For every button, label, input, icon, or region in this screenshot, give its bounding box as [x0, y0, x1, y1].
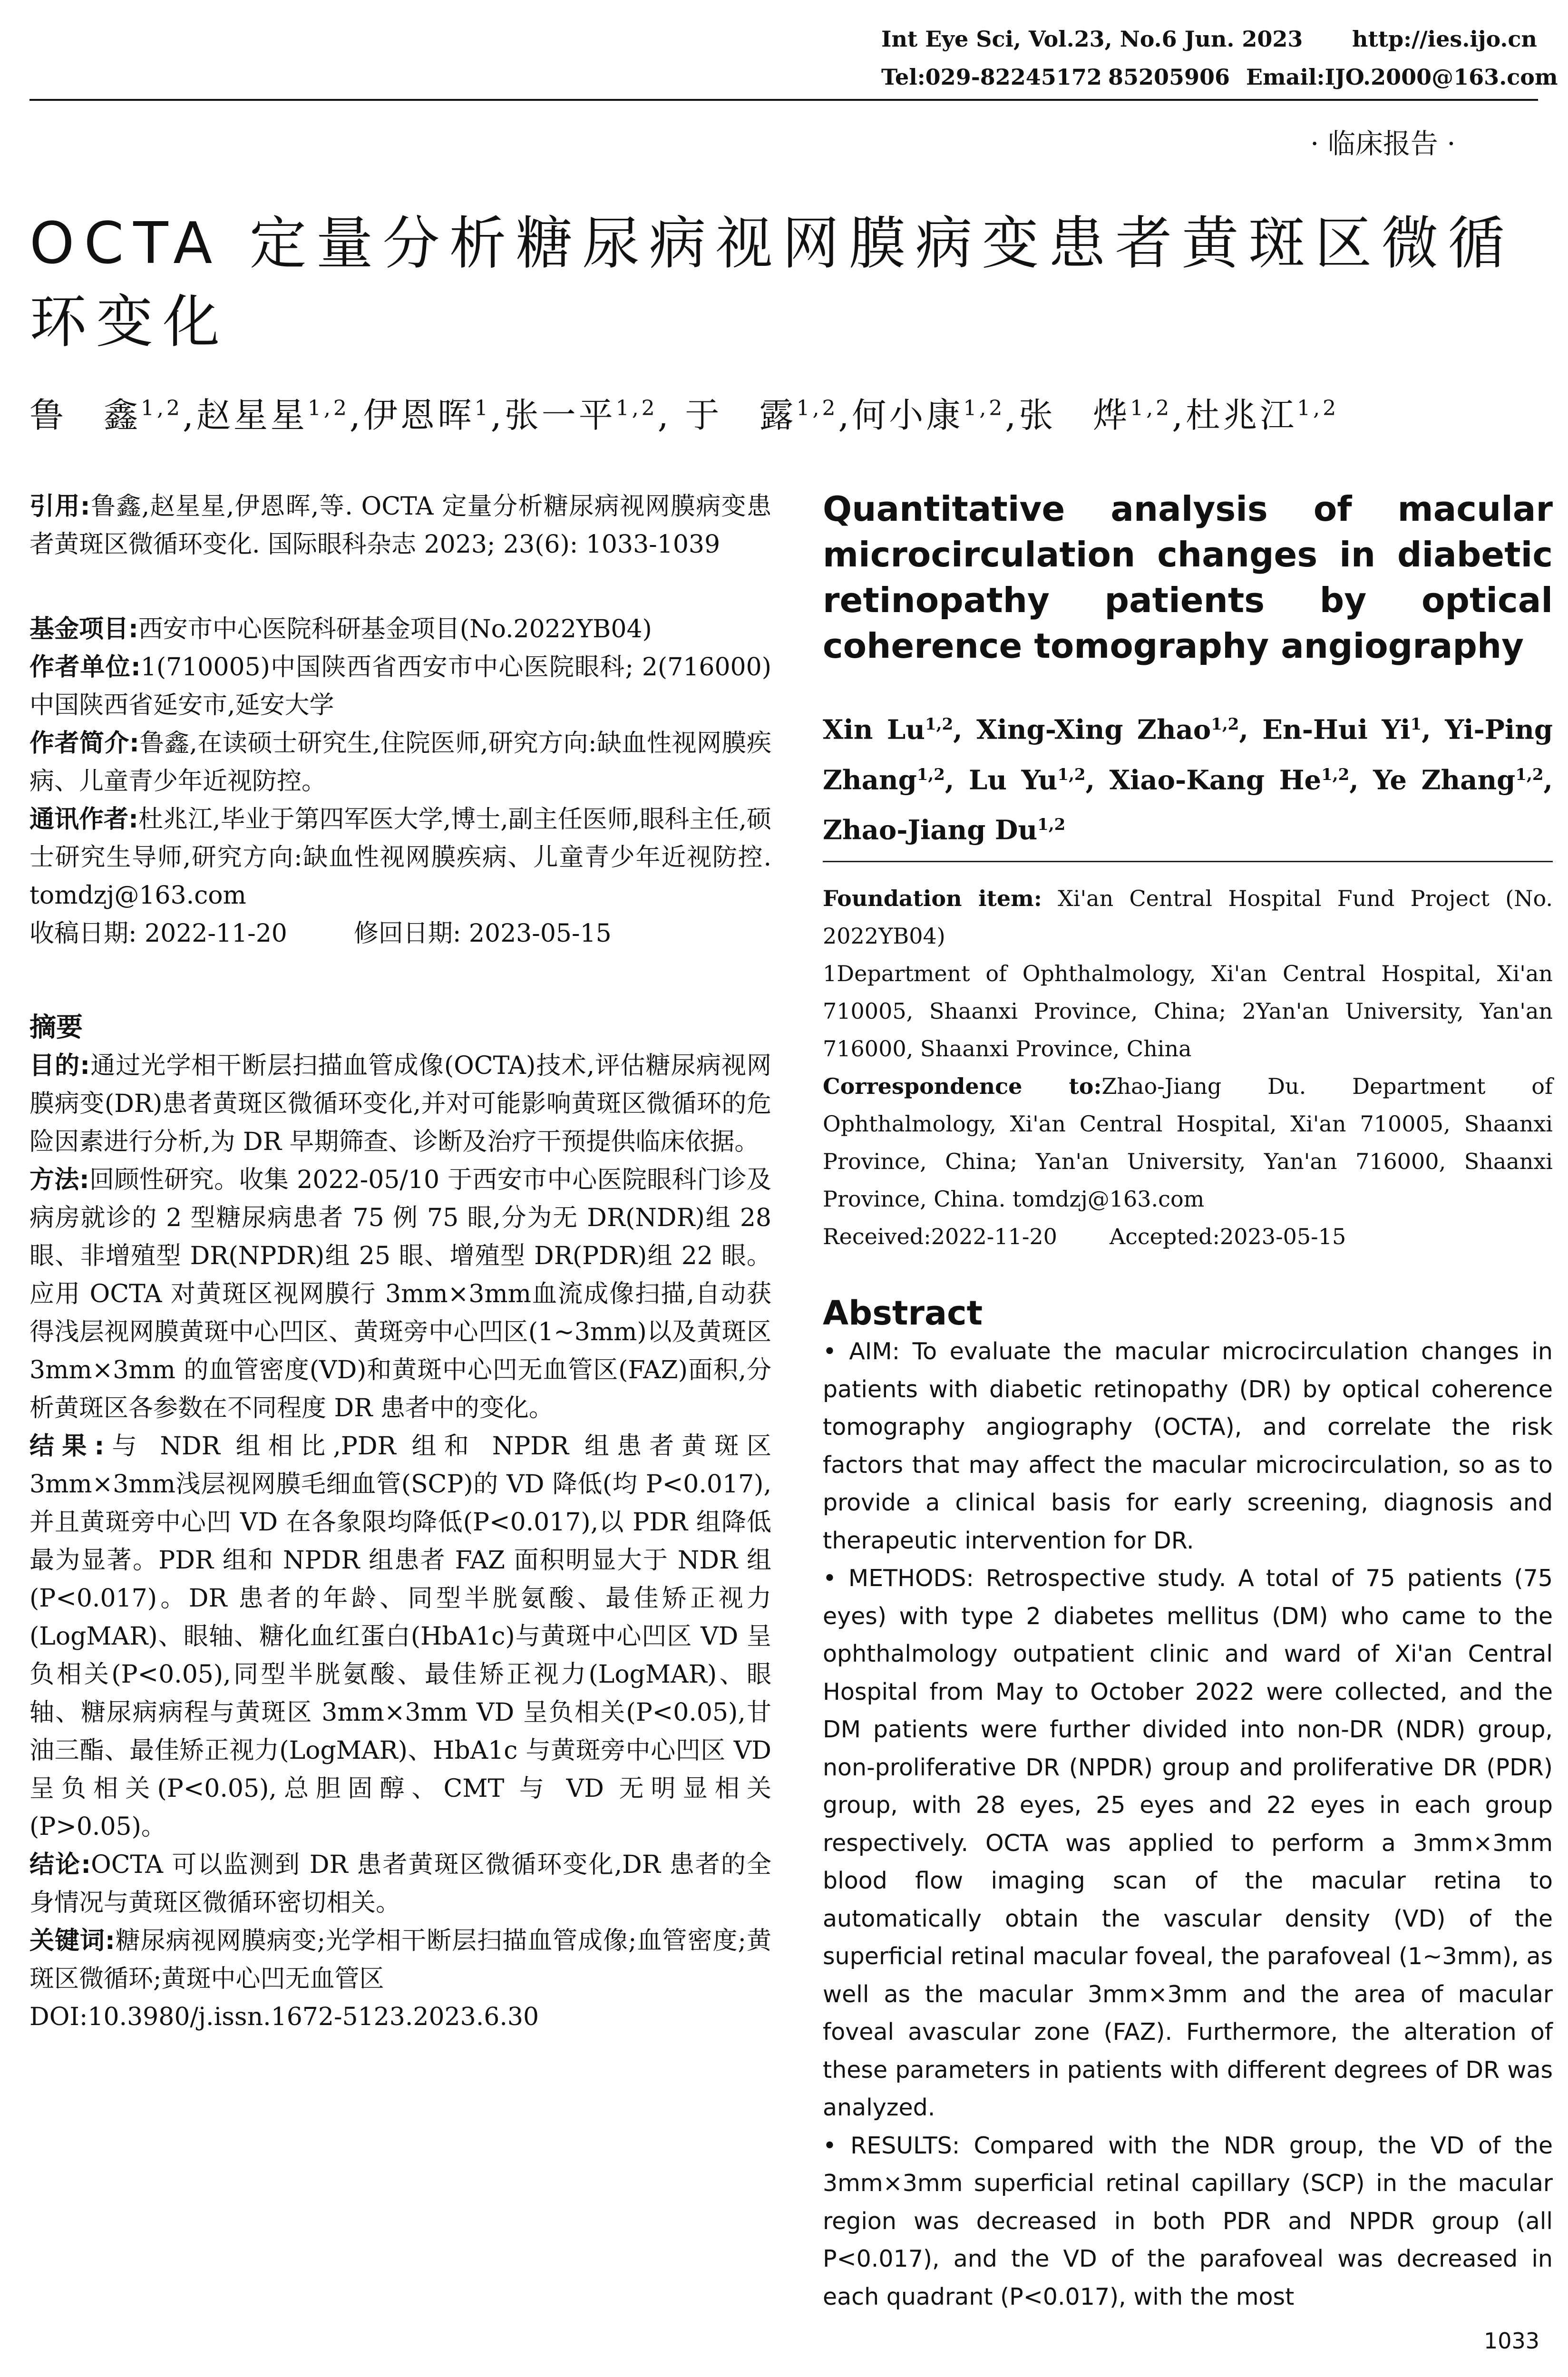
abstract-heading-en: Abstract — [823, 1294, 983, 1333]
revised-date: 修回日期: 2023-05-15 — [353, 919, 612, 948]
authors-en: Xin Lu$^{1,2}$, Xing-Xing Zhao$^{1,2}$, En-Hui Yi$^1$, Yi-Ping Zhang$^{1,2}$, Lu Yu$^{1,2}$, Xiao-Kang He$^{1,2}$, Ye Zhang$^{1,2}$, Zhao-Jiang Du$^{1,2}$ — [823, 714, 1553, 846]
english-title: Quantitative analysis of macular microcirculation changes in diabetic retinopathy patients by optical coherence tomography angiography — [823, 489, 1553, 666]
journal-tel: Tel:029-82245172 — [881, 64, 1102, 90]
results-cn: 结果:与 NDR 组相比,PDR 组和 NPDR 组患者黄斑区 3mm×3mm浅层视网膜毛细血管(SCP)的 VD 降低(均 P<0.017),并且黄斑旁中心凹 VD 在各象限均降低(P<0.017),以 PDR 组降低最为显著。PDR 组和 NPDR 组患者 FAZ 面积明显大于 NDR 组(P<0.017)。DR 患者的年龄、同型半胱氨酸、最佳矫正视力(LogMAR)、眼轴、糖化血红蛋白(HbA1c)与黄斑中心凹区 VD 呈负相关(P<0.05),同型半胱氨酸、最佳矫正视力(LogMAR)、眼轴、糖尿病病程与黄斑区 3mm×3mm VD 呈负相关(P<0.05),甘油三酯、最佳矫正视力(LogMAR)、HbA1c 与黄斑旁中心凹区 VD 呈负相关(P<0.05),总胆固醇、CMT 与 VD 无明显相关(P>0.05)。 — [29, 1432, 772, 1841]
author-du-zhaojiang: 杜兆江$^{1,2}$ — [1186, 395, 1339, 435]
journal-email[interactable]: Email:IJO.2000@163.com — [1246, 64, 1558, 90]
received-date: 收稿日期: 2022-11-20 — [29, 919, 287, 948]
author-lu-xin: 鲁 鑫$^{1,2}$ — [29, 395, 183, 435]
author-zhang-yiping: 张一平$^{1,2}$ — [504, 395, 658, 435]
received-en: Received:2022-11-20 — [823, 1224, 1057, 1249]
author-unit: 作者单位:1(710005)中国陕西省西安市中心医院眼科; 2(716000)中国陕西省延安市,延安大学 — [29, 653, 772, 720]
left-column — [29, 487, 771, 2036]
methods-en: • METHODS: Retrospective study. A total of 75 patients (75 eyes) with type 2 diabetes mellitus (DM) who came to the ophthalmology outpatient clinic and ward of Xi'an Central Hospital from May to October 2022 were collected, and the DM patients were further divided into non-DR (NDR) group, non-proliferative DR (NPDR) group and proliferative DR (PDR) group, with 28 eyes, 25 eyes and 22 eyes in each group respectively. OCTA was applied to perform a 3mm×3mm blood flow imaging scan of the macular retina to automatically obtain the vascular density (VD) of the superficial retinal macular foveal, the parafoveal (1~3mm), as well as the macular 3mm×3mm and the area of macular foveal avascular zone (FAZ). Furthermore, the alteration of these parameters in patients with different degrees of DR was analyzed. — [823, 1565, 1553, 2121]
journal-line: Int Eye Sci, Vol.23, No.6 Jun. 2023 — [881, 26, 1303, 52]
corresponding-author: 通讯作者:杜兆江,毕业于第四军医大学,博士,副主任医师,眼科主任,硕士研究生导师,研究方向:缺血性视网膜疾病、儿童青少年近视防控. tomdzj@163.com — [29, 805, 772, 910]
aim-cn: 目的:通过光学相干断层扫描血管成像(OCTA)技术,评估糖尿病视网膜病变(DR)患者黄斑区微循环变化,并对可能影响黄斑区微循环的危险因素进行分析,为 DR 早期筛查、诊断及治疗干预提供临床依据。 — [29, 1052, 772, 1156]
results-en: • RESULTS: Compared with the NDR group, the VD of the 3mm×3mm superficial retinal capillary (SCP) in the macular region was decreased in both PDR and NPDR group (all P<0.017), and the VD of the parafoveal was decreased in each quadrant (P<0.017), with the most — [823, 2132, 1553, 2310]
keywords-cn: 关键词:糖尿病视网膜病变;光学相干断层扫描血管成像;血管密度;黄斑区微循环;黄斑中心凹无血管区 — [29, 1927, 772, 1993]
page-title: OCTA 定量分析糖尿病视网膜病变患者黄斑区微循环变化 — [29, 211, 1515, 355]
journal-url[interactable]: http://ies.ijo.cn — [1352, 26, 1537, 52]
accepted-en: Accepted:2023-05-15 — [1109, 1224, 1346, 1249]
right-column-meta — [823, 880, 1553, 2316]
header-rule — [29, 99, 1538, 101]
page-number: 1033 — [1484, 2328, 1540, 2354]
authors-cn: 鲁 鑫$^{1,2}$,赵星星$^{1,2}$,伊恩晖$^1$,张一平$^{1,2}$, 于 露$^{1,2}$,何小康$^{1,2}$,张 烨$^{1,2}$,杜兆江$^{1,2}$ — [29, 395, 1339, 435]
author-zhang-ye: 张 烨$^{1,2}$ — [1019, 395, 1172, 435]
conclusion-cn: 结论:OCTA 可以监测到 DR 患者黄斑区微循环变化,DR 患者的全身情况与黄斑区微循环密切相关。 — [29, 1851, 772, 1917]
right-column-rule — [823, 861, 1553, 862]
foundation-item: Foundation item: Xi'an Central Hospital Fund Project (No. 2022YB04) — [823, 886, 1553, 949]
methods-cn: 方法:回顾性研究。收集 2022-05/10 于西安市中心医院眼科门诊及病房就诊的 2 型糖尿病患者 75 例 75 眼,分为无 DR(NDR)组 28 眼、非增殖型 DR(NPDR)组 25 眼、增殖型 DR(PDR)组 22 眼。应用 OCTA 对黄斑区视网膜行 3mm×3mm血流成像扫描,自动获得浅层视网膜黄斑中心凹区、黄斑旁中心凹区(1~3mm)以及黄斑区 3mm×3mm 的血管密度(VD)和黄斑中心凹无血管区(FAZ)面积,分析黄斑区各参数在不同程度 DR 患者中的变化。 — [29, 1166, 771, 1422]
section-tag: · 临床报告 · — [1310, 127, 1456, 160]
aim-en: • AIM: To evaluate the macular microcirculation changes in patients with diabetic retinopathy (DR) by optical coherence tomography angiography (OCTA), and correlate the risk factors that may affect the macular microcirculation, so as to provide a clinical basis for early screening, diagnosis and therapeutic intervention for DR. — [823, 1338, 1553, 1554]
author-zhao-xingxing: 赵星星$^{1,2}$ — [196, 395, 350, 435]
author-yi-enhui: 伊恩晖$^1$ — [363, 395, 491, 435]
author-bio: 作者简介:鲁鑫,在读硕士研究生,住院医师,研究方向:缺血性视网膜疾病、儿童青少年近视防控。 — [29, 729, 772, 796]
abstract-heading-cn: 摘要 — [29, 1012, 83, 1043]
author-he-xiaokang: 何小康$^{1,2}$ — [852, 395, 1005, 435]
dates — [29, 915, 771, 953]
doi[interactable]: DOI:10.3980/j.issn.1672-5123.2023.6.30 — [29, 2003, 539, 2031]
en-dates — [823, 1218, 1553, 1256]
right-column — [823, 486, 1553, 853]
author-yu-lu: 于 露$^{1,2}$ — [685, 395, 838, 435]
fund: 基金项目:西安市中心医院科研基金项目(No.2022YB04) — [29, 615, 652, 643]
citation: 引用:鲁鑫,赵星星,伊恩晖,等. OCTA 定量分析糖尿病视网膜病变患者黄斑区微循环变化. 国际眼科杂志 2023; 23(6): 1033-1039 — [29, 492, 771, 559]
correspondence: Correspondence to:Zhao-Jiang Du. Department of Ophthalmology, Xi'an Central Hospital, Xi'an 710005, Shaanxi Province, China; Yan'an University, Yan'an 716000, Shaanxi Province, China. tomdzj@163.com — [823, 1073, 1553, 1212]
journal-tel-2: 85205906 — [1108, 64, 1230, 90]
department: 1Department of Ophthalmology, Xi'an Central Hospital, Xi'an 710005, Shaanxi Province, China; 2Yan'an University, Yan'an 716000, Shaanxi Province, China — [823, 961, 1553, 1062]
